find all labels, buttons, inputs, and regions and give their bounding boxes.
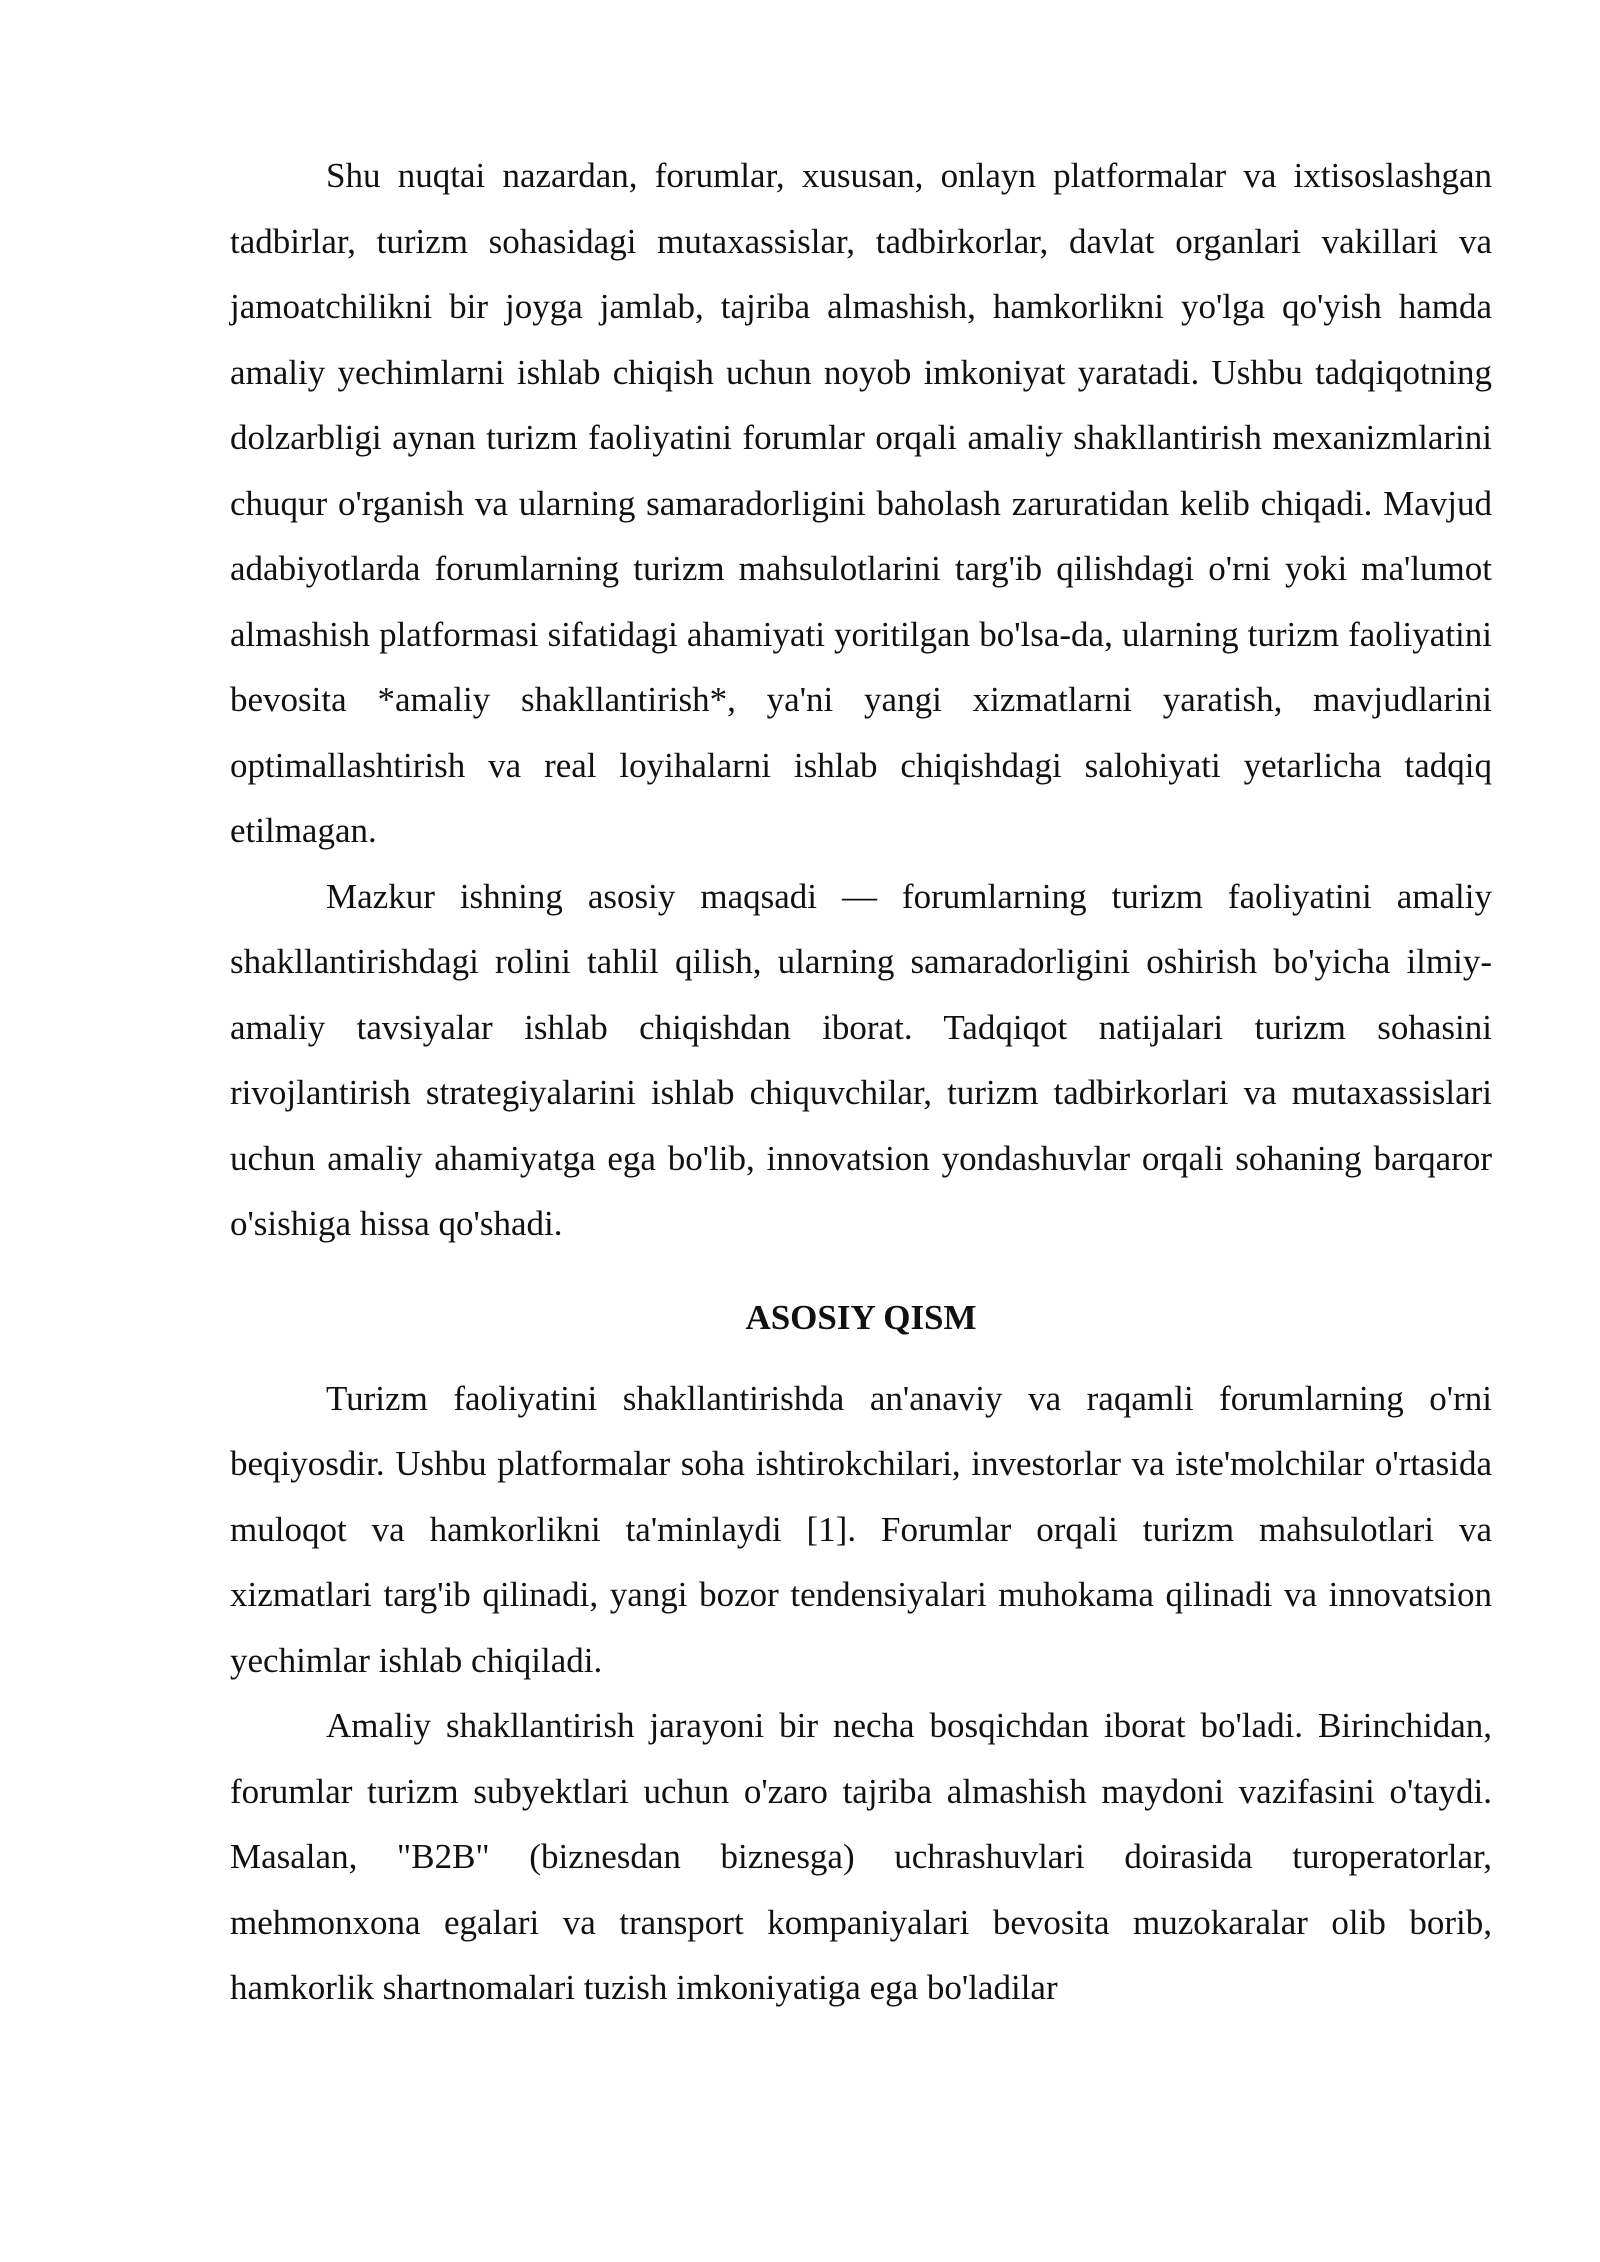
paragraph-relevance: Shu nuqtai nazardan, forumlar, xususan, onlayn platformalar va ixtisoslashgan tadbirlar, turizm sohasidagi mutaxassislar, tadbirkorlar, davlat organlari vakillari va jamoatchilikni bir joyga jamlab, tajriba almashish, hamkorlikni yo'lga qo'yish hamda amaliy yechimlarni ishlab chiqish uchun noyob imkoniyat yaratadi. Ushbu tadqiqotning dolzarbligi aynan turizm faoliyatini forumlar orqali amaliy shakllantirish mexanizmlarini chuqur o'rganish va ularning samaradorligini baholash zaruratidan kelib chiqadi. Mavjud adabiyotlarda forumlarning turizm mahsulotlarini targ'ib qilishdagi o'rni yoki ma'lumot almashish platformasi sifatidagi ahamiyati yoritilgan bo'lsa-da, ularning turizm faoliyatini bevosita *amaliy shakllantirish*, ya'ni yangi xizmatlarni yaratish, mavjudlarini optimallashtirish va real loyihalarni ishlab chiqishdagi salohiyati yetarlicha tadqiq etilmagan.	[230, 156, 1492, 850]
paragraph-forums-role: Turizm faoliyatini shakllantirishda an'anaviy va raqamli forumlarning o'rni beqiyosdir. Ushbu platformalar soha ishtirokchilari, investorlar va iste'molchilar o'rtasida muloqot va hamkorlikni ta'minlaydi [1]. Forumlar orqali turizm mahsulotlari va xizmatlari targ'ib qilinadi, yangi bozor tendensiyalari muhokama qilinadi va innovatsion yechimlar ishlab chiqiladi.	[230, 1378, 1492, 1680]
paragraph-aim: Mazkur ishning asosiy maqsadi — forumlarning turizm faoliyatini amaliy shakllantirishdagi rolini tahlil qilish, ularning samaradorligini oshirish bo'yicha ilmiy-amaliy tavsiyalar ishlab chiqishdan iborat. Tadqiqot natijalari turizm sohasini rivojlantirish strategiyalarini ishlab chiquvchilar, turizm tadbirkorlari va mutaxassislari uchun amaliy ahamiyatga ega bo'lib, innovatsion yondashuvlar orqali sohaning barqaror o'sishiga hissa qo'shadi.	[230, 876, 1492, 1243]
paragraph-practical-stages: Amaliy shakllantirish jarayoni bir necha bosqichdan iborat bo'ladi. Birinchidan, forumlar turizm subyektlari uchun o'zaro tajriba almashish maydoni vazifasini o'taydi. Masalan, "B2B" (biznesdan biznesga) uchrashuvlari doirasida turoperatorlar, mehmonxona egalari va transport kompaniyalari bevosita muzokaralar olib borib, hamkorlik shartnomalari tuzish imkoniyatiga ega bo'ladilar	[230, 1706, 1492, 2007]
section-heading: ASOSIY QISM	[745, 1297, 977, 1337]
document-body	[230, 143, 1492, 2021]
